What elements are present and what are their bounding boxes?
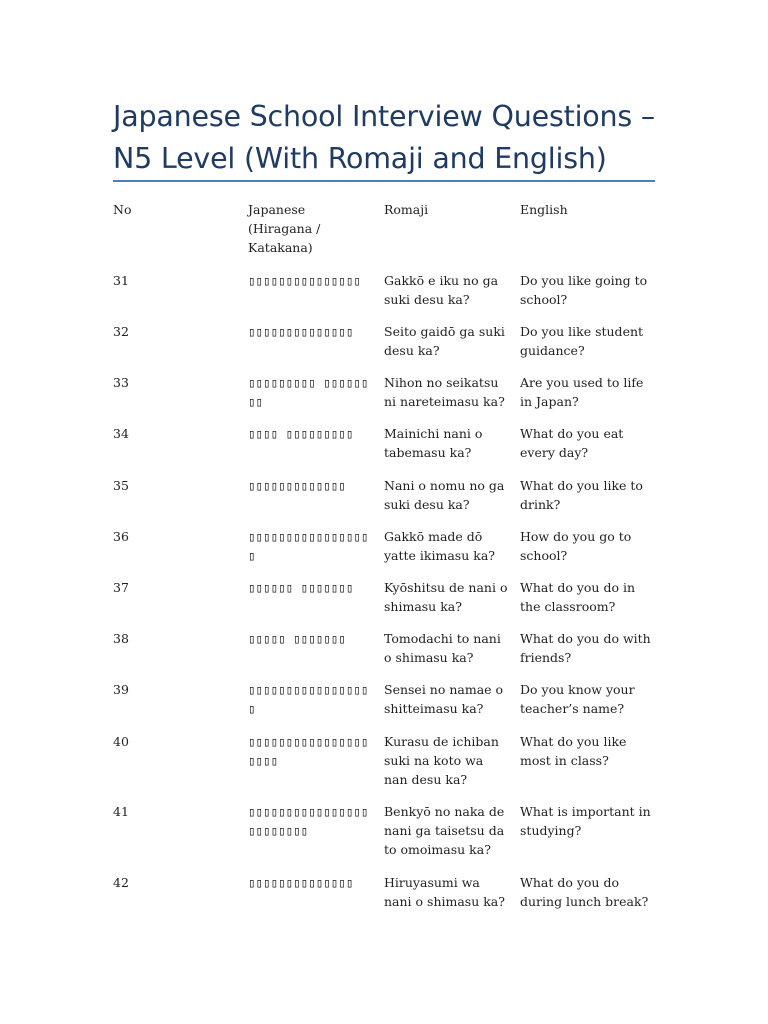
- row-number: 39: [113, 682, 129, 697]
- row-number: 38: [113, 631, 129, 646]
- romaji-text: Nani o nomu no ga suki desu ka?: [384, 478, 505, 512]
- japanese-text: ▯▯▯▯ ▯▯▯▯▯▯▯▯▯: [248, 426, 354, 441]
- header-english: English: [520, 202, 568, 217]
- english-text: Do you know your teacher’s name?: [520, 682, 635, 716]
- english-text: What do you like most in class?: [520, 734, 627, 768]
- title-divider: [113, 180, 655, 182]
- english-text: Do you like student guidance?: [520, 324, 644, 358]
- japanese-text: ▯▯▯▯▯▯▯▯▯▯▯▯▯▯▯▯▯: [248, 682, 369, 716]
- romaji-text: Benkyō no naka de nani ga taisetsu da to omoimasu ka?: [384, 804, 505, 857]
- row-number: 37: [113, 580, 129, 595]
- romaji-text: Tomodachi to nani o shimasu ka?: [384, 631, 501, 665]
- row-number: 31: [113, 273, 129, 288]
- english-text: What do you do during lunch break?: [520, 875, 649, 909]
- japanese-text: ▯▯▯▯▯▯ ▯▯▯▯▯▯▯: [248, 580, 354, 595]
- japanese-text: ▯▯▯▯▯ ▯▯▯▯▯▯▯: [248, 631, 346, 646]
- row-number: 36: [113, 529, 129, 544]
- romaji-text: Mainichi nani o tabemasu ka?: [384, 426, 483, 460]
- row-number: 41: [113, 804, 129, 819]
- japanese-text: ▯▯▯▯▯▯▯▯▯▯▯▯▯: [248, 478, 346, 493]
- english-text: How do you go to school?: [520, 529, 632, 563]
- romaji-text: Kyōshitsu de nani o shimasu ka?: [384, 580, 508, 614]
- row-number: 33: [113, 375, 129, 390]
- row-number: 34: [113, 426, 129, 441]
- japanese-text: ▯▯▯▯▯▯▯▯▯▯▯▯▯▯▯▯▯▯▯▯: [248, 734, 369, 768]
- romaji-text: Sensei no namae o shitteimasu ka?: [384, 682, 504, 716]
- english-text: What do you do in the classroom?: [520, 580, 636, 614]
- english-text: Do you like going to school?: [520, 273, 648, 307]
- page-title: Japanese School Interview Questions – N5 Level (With Romaji and English): [113, 100, 655, 175]
- header-japanese: Japanese (Hiragana / Katakana): [248, 202, 321, 255]
- english-text: What do you eat every day?: [520, 426, 624, 460]
- english-text: What is important in studying?: [520, 804, 651, 838]
- japanese-text: ▯▯▯▯▯▯▯▯▯ ▯▯▯▯▯▯▯▯: [248, 375, 369, 409]
- japanese-text: ▯▯▯▯▯▯▯▯▯▯▯▯▯▯: [248, 875, 354, 890]
- japanese-text: ▯▯▯▯▯▯▯▯▯▯▯▯▯▯▯▯▯▯▯▯▯▯▯▯: [248, 804, 369, 838]
- row-number: 40: [113, 734, 129, 749]
- romaji-text: Seito gaidō ga suki desu ka?: [384, 324, 505, 358]
- english-text: Are you used to life in Japan?: [520, 375, 644, 409]
- english-text: What do you like to drink?: [520, 478, 643, 512]
- row-number: 32: [113, 324, 129, 339]
- romaji-text: Nihon no seikatsu ni nareteimasu ka?: [384, 375, 505, 409]
- header-no: No: [113, 202, 132, 217]
- japanese-text: ▯▯▯▯▯▯▯▯▯▯▯▯▯▯▯▯▯: [248, 529, 369, 563]
- romaji-text: Gakkō made dō yatte ikimasu ka?: [384, 529, 495, 563]
- romaji-text: Gakkō e iku no ga suki desu ka?: [384, 273, 499, 307]
- japanese-text: ▯▯▯▯▯▯▯▯▯▯▯▯▯▯: [248, 324, 354, 339]
- romaji-text: Kurasu de ichiban suki na koto wa nan desu ka?: [384, 734, 499, 787]
- english-text: What do you do with friends?: [520, 631, 651, 665]
- japanese-text: ▯▯▯▯▯▯▯▯▯▯▯▯▯▯▯: [248, 273, 361, 288]
- header-romaji: Romaji: [384, 202, 429, 217]
- romaji-text: Hiruyasumi wa nani o shimasu ka?: [384, 875, 505, 909]
- row-number: 35: [113, 478, 129, 493]
- row-number: 42: [113, 875, 129, 890]
